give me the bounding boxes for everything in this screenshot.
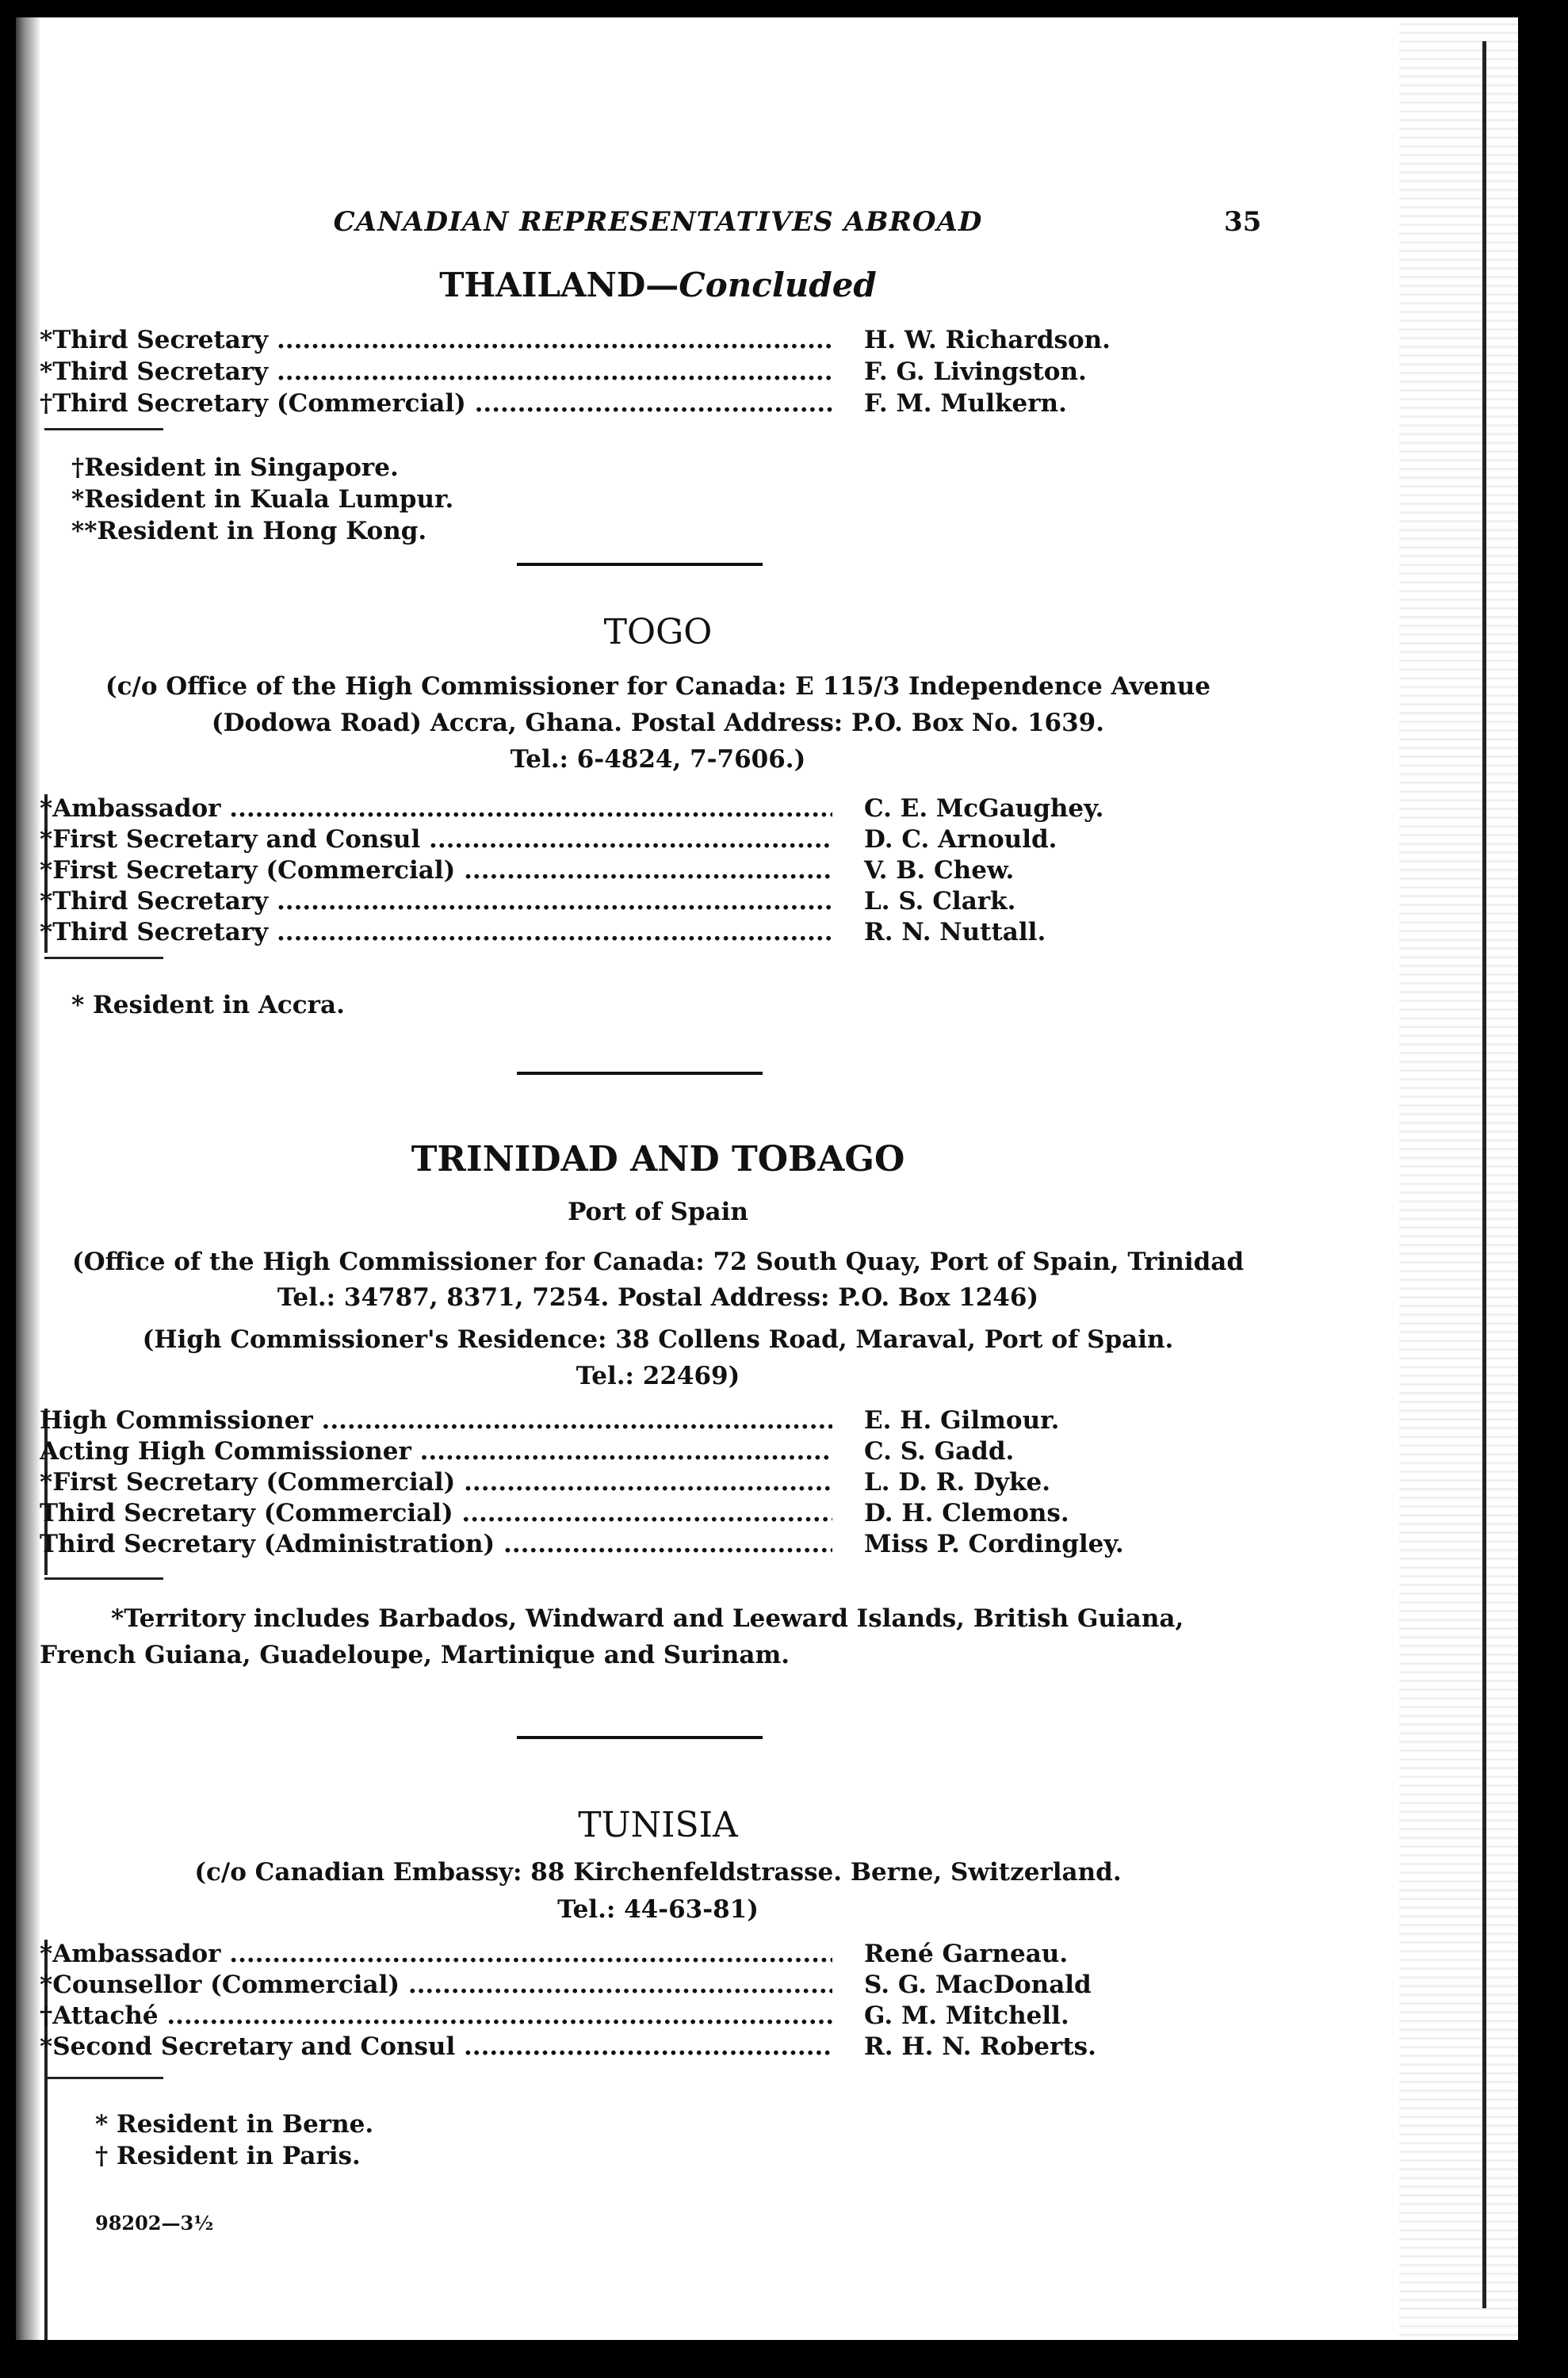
section-divider bbox=[517, 563, 763, 566]
entry-name: S. G. MacDonald bbox=[864, 1971, 1096, 1999]
entry-name: V. B. Chew. bbox=[864, 856, 1019, 885]
list-item bbox=[40, 1499, 1284, 1531]
address-line: (Office of the High Commissioner for Canada: 72 South Quay, Port of Spain, Trinidad bbox=[71, 1248, 1245, 1276]
entry-role: *Third Secretary ..... bbox=[40, 357, 832, 386]
address-line: (c/o Office of the High Commissioner for Canada: E 115/3 Independence Avenue bbox=[105, 672, 1211, 701]
entry-name: D. H. Clemons. bbox=[864, 1499, 1074, 1527]
entry-role: *First Secretary (Commercial) ..... bbox=[40, 856, 832, 885]
list-item bbox=[40, 1406, 1284, 1438]
entry-role: *First Secretary (Commercial) ..... bbox=[40, 1468, 832, 1497]
list-item bbox=[40, 1468, 1284, 1500]
footer-code: 98202—3½ bbox=[95, 2212, 214, 2235]
entry-name: G. M. Mitchell. bbox=[864, 2001, 1074, 2030]
divider bbox=[44, 428, 163, 430]
scan-right-edge bbox=[1399, 17, 1518, 2340]
footnote: *Territory includes Barbados, Windward and Leeward Islands, British Guiana, French Guiana, Guadeloupe, Martinique and Surinam. bbox=[40, 1604, 1184, 1669]
thailand-title-suffix: Concluded bbox=[679, 266, 877, 304]
togo-title: TOGO bbox=[603, 612, 713, 652]
footnote: * Resident in Accra. bbox=[71, 991, 345, 1019]
address-line: (c/o Canadian Embassy: 88 Kirchenfeldstrasse. Berne, Switzerland. bbox=[194, 1858, 1122, 1887]
entry-role: *Counsellor (Commercial) ..... bbox=[40, 1971, 832, 1999]
entry-role: †Attaché ..... bbox=[40, 2001, 832, 2030]
section-divider bbox=[517, 1736, 763, 1739]
divider bbox=[44, 2077, 163, 2079]
entry-name: F. M. Mulkern. bbox=[864, 389, 1072, 418]
list-item bbox=[40, 357, 1284, 389]
page-number: 35 bbox=[1224, 206, 1262, 238]
list-item bbox=[40, 1940, 1284, 1971]
entry-name: F. G. Livingston. bbox=[864, 357, 1092, 386]
entry-role: *Third Secretary ..... bbox=[40, 326, 832, 354]
list-item bbox=[40, 794, 1284, 826]
entry-role: Third Secretary (Administration) ..... bbox=[40, 1530, 832, 1558]
entry-name: R. H. N. Roberts. bbox=[864, 2032, 1101, 2061]
tunisia-title: TUNISIA bbox=[578, 1805, 738, 1845]
address-line: Tel.: 6-4824, 7-7606.) bbox=[510, 745, 806, 774]
entry-name: Miss P. Cordingley. bbox=[864, 1530, 1129, 1558]
entry-name: E. H. Gilmour. bbox=[864, 1406, 1064, 1435]
thailand-heading: THAILAND—Concluded bbox=[439, 266, 877, 304]
divider bbox=[44, 957, 163, 959]
entry-name: L. S. Clark. bbox=[864, 887, 1020, 916]
entry-name: René Garneau. bbox=[864, 1940, 1073, 1968]
list-item bbox=[40, 326, 1284, 357]
entry-role: Third Secretary (Commercial) ..... bbox=[40, 1499, 832, 1527]
entry-name: C. S. Gadd. bbox=[864, 1437, 1019, 1466]
list-item bbox=[40, 856, 1284, 888]
running-head: CANADIAN REPRESENTATIVES ABROAD bbox=[333, 206, 983, 238]
list-item bbox=[40, 887, 1284, 919]
footnote: †Resident in Singapore. bbox=[71, 453, 399, 482]
trinidad-title: TRINIDAD AND TOBAGO bbox=[411, 1139, 905, 1179]
entry-name: L. D. R. Dyke. bbox=[864, 1468, 1055, 1497]
footnote: * Resident in Berne. bbox=[95, 2110, 374, 2139]
entry-role: *Third Secretary ..... bbox=[40, 887, 832, 916]
entry-role: †Third Secretary (Commercial) ..... bbox=[40, 389, 832, 418]
thailand-title: THAILAND bbox=[439, 266, 646, 304]
entry-role: *Second Secretary and Consul ..... bbox=[40, 2032, 832, 2061]
address-line: Tel.: 22469) bbox=[576, 1362, 740, 1390]
page bbox=[16, 17, 1518, 2340]
footnote: † Resident in Paris. bbox=[95, 2142, 361, 2170]
entry-name: C. E. McGaughey. bbox=[864, 794, 1108, 823]
list-item bbox=[40, 918, 1284, 950]
scan-right-bar bbox=[1482, 41, 1486, 2308]
address-line: Tel.: 44-63-81) bbox=[557, 1895, 759, 1924]
entry-role: Acting High Commissioner ..... bbox=[40, 1437, 832, 1466]
entry-role: *Ambassador ..... bbox=[40, 794, 832, 823]
entry-name: R. N. Nuttall. bbox=[864, 918, 1050, 946]
section-divider bbox=[517, 1072, 763, 1075]
list-item bbox=[40, 1971, 1284, 2002]
entry-name: D. C. Arnould. bbox=[864, 825, 1061, 854]
address-line: (Dodowa Road) Accra, Ghana. Postal Address: P.O. Box No. 1639. bbox=[211, 709, 1105, 737]
list-item bbox=[40, 1530, 1284, 1562]
footnote: *Resident in Kuala Lumpur. bbox=[71, 485, 454, 514]
entry-role: *Third Secretary ..... bbox=[40, 918, 832, 946]
entry-role: *Ambassador ..... bbox=[40, 1940, 832, 1968]
address-line: Tel.: 34787, 8371, 7254. Postal Address: P.O. Box 1246) bbox=[277, 1283, 1039, 1312]
footnote: **Resident in Hong Kong. bbox=[71, 517, 427, 545]
list-item bbox=[40, 2001, 1284, 2033]
divider bbox=[44, 1577, 163, 1580]
address-line: (High Commissioner's Residence: 38 Collens Road, Maraval, Port of Spain. bbox=[142, 1325, 1174, 1354]
list-item bbox=[40, 389, 1284, 421]
list-item bbox=[40, 2032, 1284, 2064]
list-item bbox=[40, 1437, 1284, 1469]
entry-role: High Commissioner ..... bbox=[40, 1406, 832, 1435]
entry-role: *First Secretary and Consul ..... bbox=[40, 825, 832, 854]
list-item bbox=[40, 825, 1284, 857]
entry-name: H. W. Richardson. bbox=[864, 326, 1115, 354]
trinidad-subtitle: Port of Spain bbox=[568, 1198, 748, 1226]
